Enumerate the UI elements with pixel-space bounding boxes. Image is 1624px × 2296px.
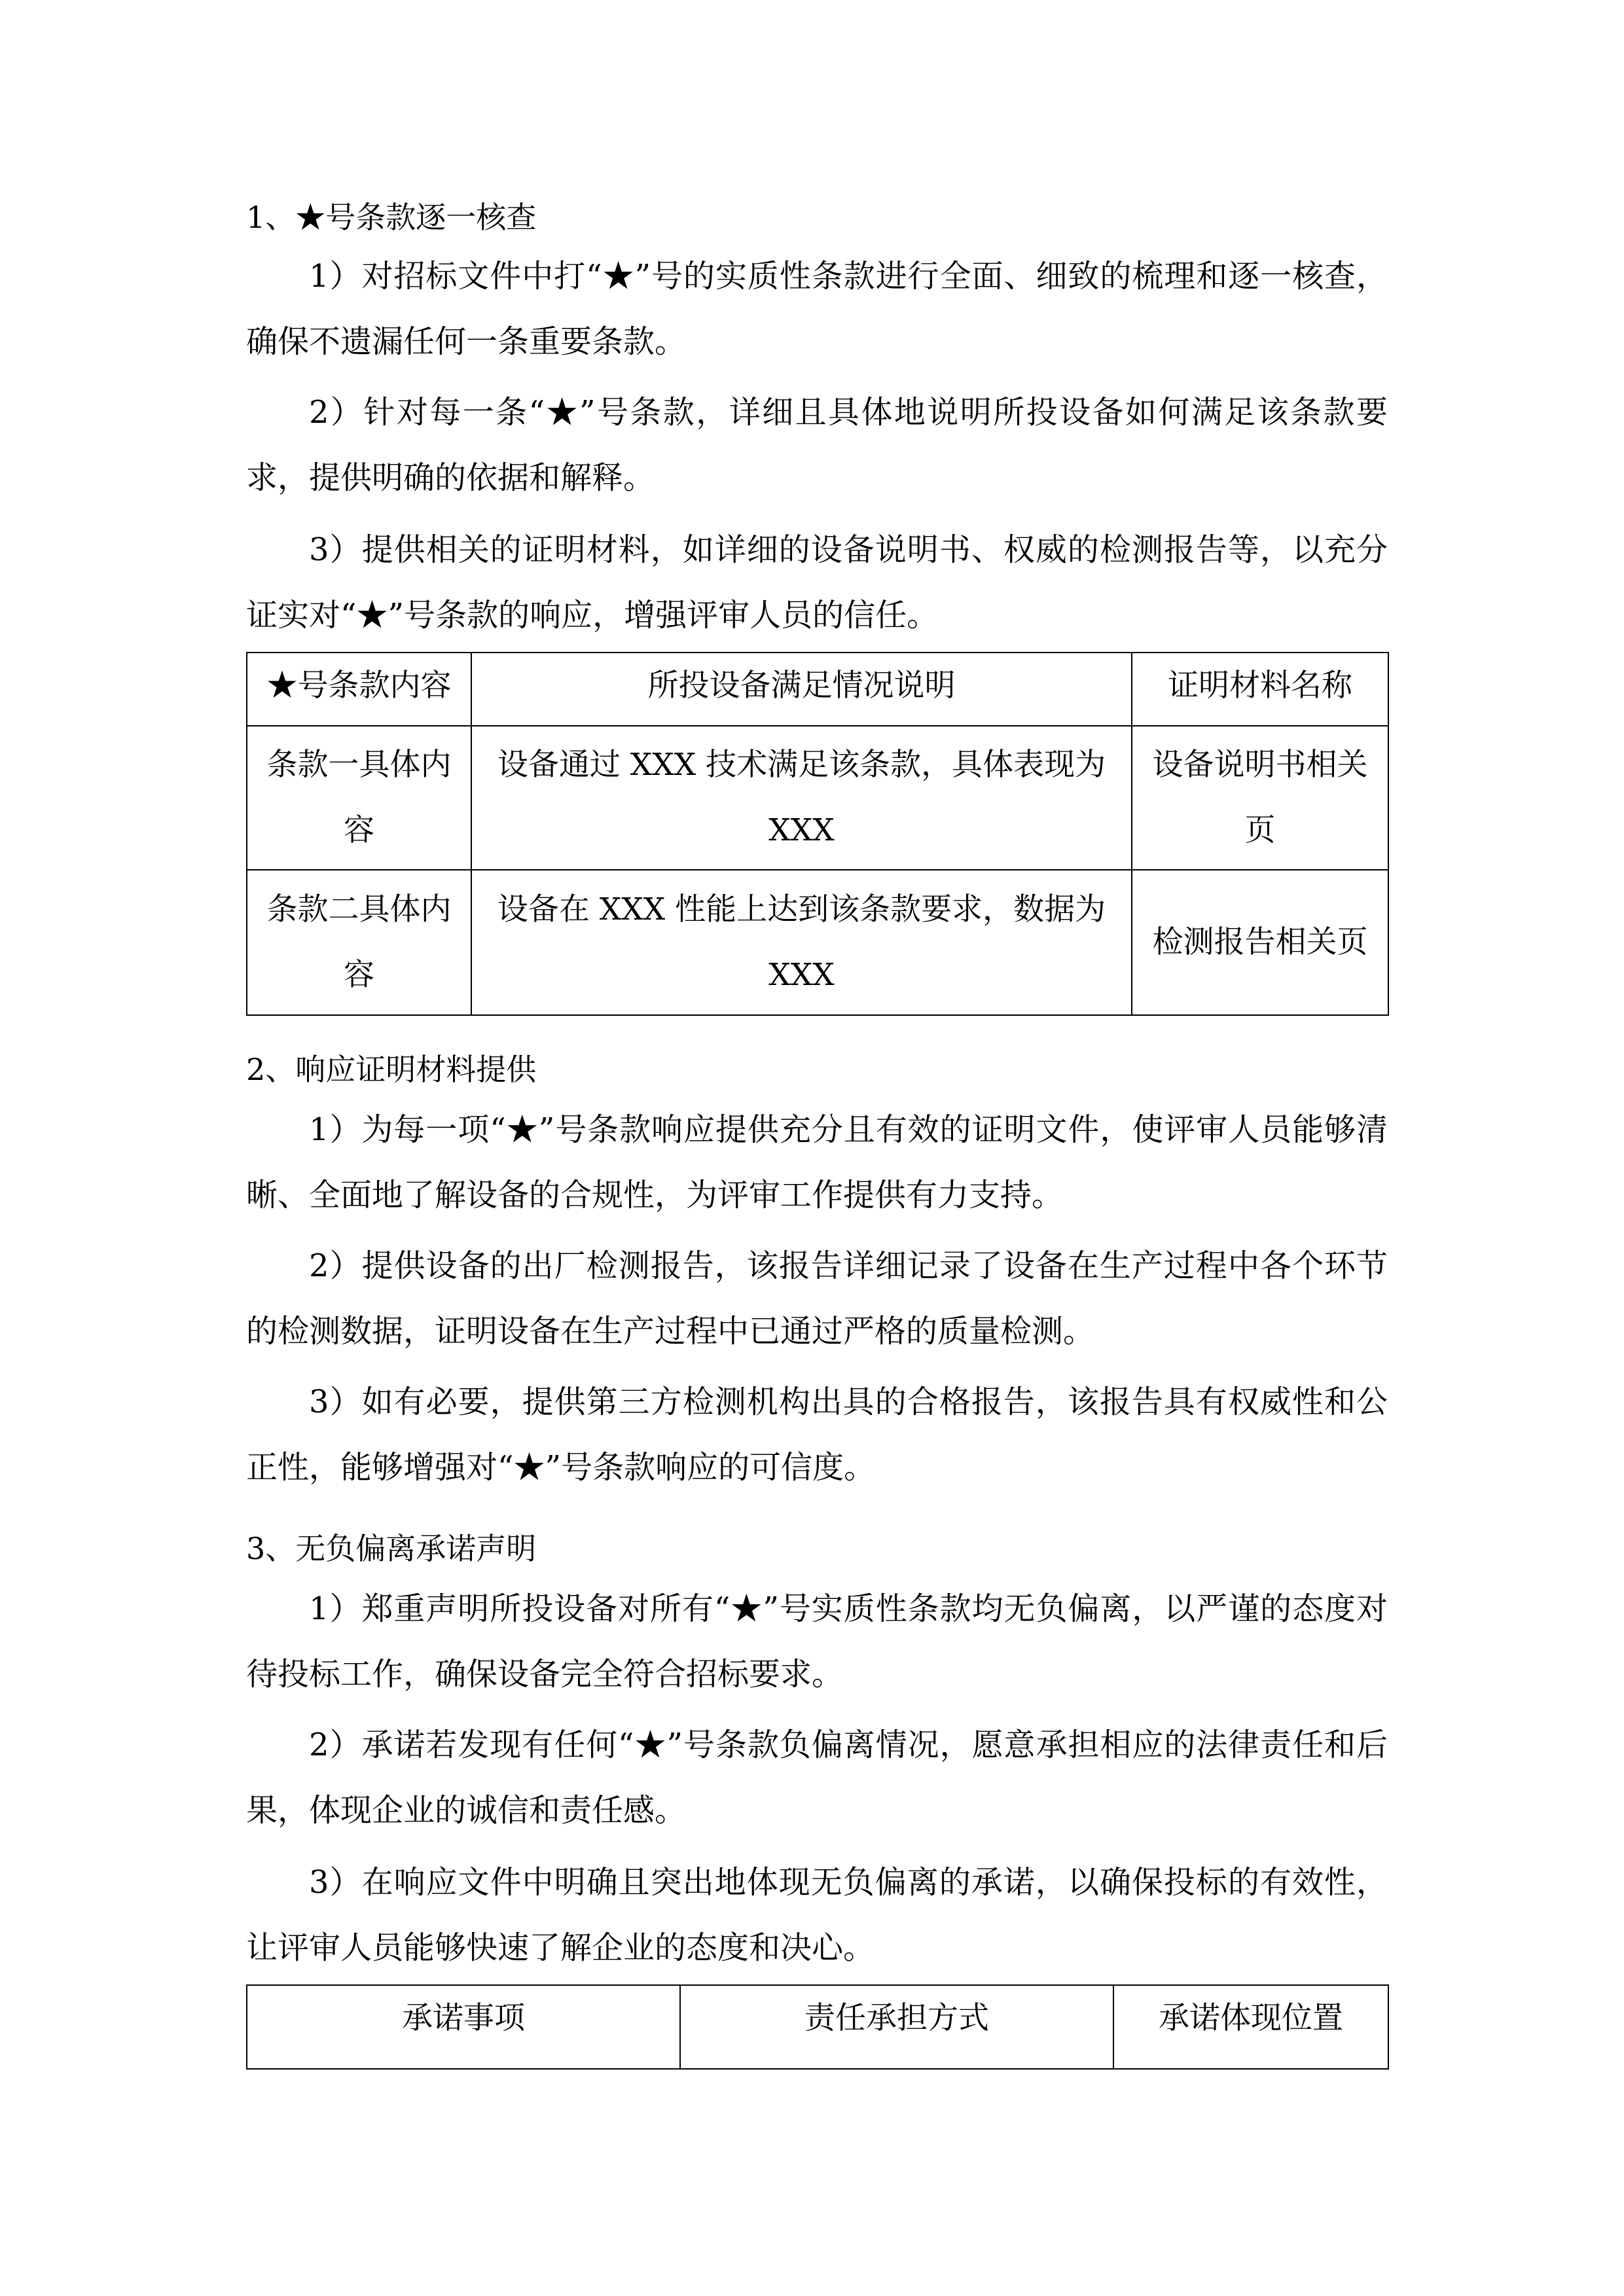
header-compliance-description: 所投设备满足情况说明	[471, 653, 1132, 726]
section-3-paragraph-2: 2）承诺若发现有任何“★”号条款负偏离情况，愿意承担相应的法律责任和后果，体现企业的诚信和责任感。	[246, 1727, 1388, 1829]
header-evidence-name: 证明材料名称	[1132, 653, 1388, 726]
table-row	[247, 870, 1388, 1015]
table-cell: 设备在 XXX 性能上达到该条款要求，数据为 XXX	[471, 870, 1132, 1015]
commitment-table	[246, 1984, 1389, 2070]
table-cell: 条款二具体内容	[247, 870, 471, 1015]
header-responsibility-method: 责任承担方式	[680, 1985, 1113, 2069]
section-3-paragraph-3: 3）在响应文件中明确且突出地体现无负偏离的承诺，以确保投标的有效性，让评审人员能够快速了解企业的态度和决心。	[246, 1864, 1388, 1966]
section-2-paragraph-3: 3）如有必要，提供第三方检测机构出具的合格报告，该报告具有权威性和公正性，能够增强对“★”号条款响应的可信度。	[246, 1384, 1388, 1486]
compliance-table	[246, 652, 1389, 1016]
header-commitment-location: 承诺体现位置	[1113, 1985, 1388, 2069]
section-2-paragraph-2: 2）提供设备的出厂检测报告，该报告详细记录了设备在生产过程中各个环节的检测数据，证明设备在生产过程中已通过严格的质量检测。	[246, 1247, 1388, 1350]
commitment-table-header-row	[247, 1985, 1388, 2069]
section-1-heading: 1、★号条款逐一核查	[246, 200, 537, 235]
table-cell: 检测报告相关页	[1132, 870, 1388, 1015]
section-2-heading: 2、响应证明材料提供	[246, 1052, 537, 1087]
section-1-paragraph-2: 2）针对每一条“★”号条款，详细且具体地说明所投设备如何满足该条款要求，提供明确的依据和解释。	[246, 394, 1388, 496]
section-3-heading: 3、无负偏离承诺声明	[246, 1531, 537, 1566]
table-cell: 条款一具体内容	[247, 726, 471, 870]
header-commitment-item: 承诺事项	[247, 1985, 680, 2069]
table-row	[247, 726, 1388, 870]
compliance-table-header-row	[247, 653, 1388, 726]
section-1-paragraph-3: 3）提供相关的证明材料，如详细的设备说明书、权威的检测报告等，以充分证实对“★”号条款的响应，增强评审人员的信任。	[246, 531, 1388, 634]
table-cell: 设备通过 XXX 技术满足该条款，具体表现为 XXX	[471, 726, 1132, 870]
table-cell: 设备说明书相关页	[1132, 726, 1388, 870]
section-3-paragraph-1: 1）郑重声明所投设备对所有“★”号实质性条款均无负偏离，以严谨的态度对待投标工作，确保设备完全符合招标要求。	[246, 1590, 1388, 1693]
section-2-paragraph-1: 1）为每一项“★”号条款响应提供充分且有效的证明文件，使评审人员能够清晰、全面地了解设备的合规性，为评审工作提供有力支持。	[246, 1111, 1388, 1213]
section-1-paragraph-1: 1）对招标文件中打“★”号的实质性条款进行全面、细致的梳理和逐一核查，确保不遗漏任何一条重要条款。	[246, 258, 1388, 360]
header-clause-content: ★号条款内容	[247, 653, 471, 726]
